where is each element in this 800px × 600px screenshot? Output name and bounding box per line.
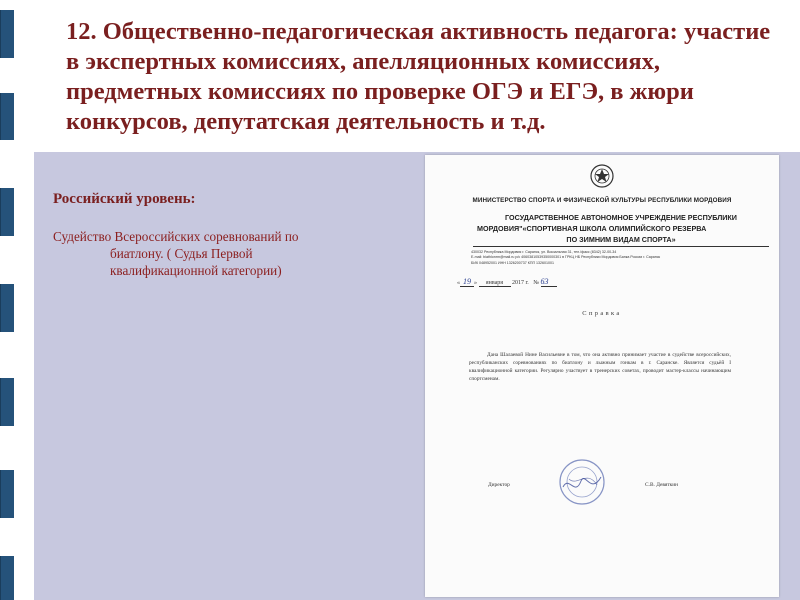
- address-line-2: E-mail: biathlonrm@mail.ru р/с 40603810539350000301 в ГРКЦ НБ Республики Мордовия Банка России г. Саранск: [471, 255, 661, 260]
- org-line-3: ПО ЗИМНИМ ВИДАМ СПОРТА»: [566, 235, 676, 244]
- body-paragraph: Дана Шалаевой Нине Васильевне в том, что она активно принимает участие в судействе всероссийских, республиканских соревнованиях по биатлону и лыжным гонкам в г. Саранске. Является судьёй I квалификационной категории. Регулярно участвует в тренерских советах, проводит мастер-классы начинающим спортсменам.: [469, 352, 731, 382]
- slide-title: 12. Общественно-педагогическая активность педагога: участие в экспертных комиссиях, апелляционных комиссиях, предметных комиссиях по проверке ОГЭ и ЕГЭ, в жюри конкурсов, депутатская деятельность и т.д.: [66, 18, 771, 135]
- activity-line-1: Судейство Всероссийских соревнований по: [53, 229, 299, 244]
- document-title: Справка: [582, 310, 622, 317]
- number-label: №: [533, 280, 540, 286]
- number-value: 63: [541, 277, 557, 287]
- signature-title: Директор: [488, 482, 510, 488]
- ministry-name: МИНИСТЕРСТВО СПОРТА И ФИЗИЧЕСКОЙ КУЛЬТУРЫ РЕСПУБЛИКИ МОРДОВИЯ: [472, 197, 732, 204]
- date-day: 19: [460, 277, 474, 287]
- activity-line-2: биатлону. ( Судья Первой: [110, 246, 253, 261]
- activity-description: [53, 228, 363, 279]
- emblem-icon: [589, 163, 615, 189]
- organization-address: [471, 250, 773, 266]
- organization-name: [473, 212, 769, 247]
- activity-line-3: квалификационной категории): [110, 263, 282, 278]
- org-line-2: МОРДОВИЯ"«СПОРТИВНАЯ ШКОЛА ОЛИМПИЙСКОГО РЕЗЕРВА: [477, 224, 707, 233]
- certificate-scan: [425, 155, 779, 597]
- edge-bar-3: [0, 188, 14, 236]
- date-year: 2017 г.: [512, 280, 529, 286]
- edge-bar-1: [0, 10, 14, 58]
- address-line-3: БИК 048952001 ИНН 1326200737 КПП 132601001: [471, 260, 555, 265]
- edge-bar-2: [0, 93, 14, 140]
- header-divider: [473, 246, 769, 247]
- edge-bar-6: [0, 470, 14, 518]
- edge-bar-5: [0, 378, 14, 426]
- address-line-1: 430032 Республика Мордовия г. Саранск, ул. Вокзальная 31, тел./факс (8342) 32-00-34: [471, 250, 617, 254]
- signer-name: С.В. Девяткин: [645, 482, 679, 488]
- date-number-line: « 19 » января 2017 г. № 63: [457, 277, 637, 287]
- stamp-icon: [557, 457, 607, 507]
- date-month: января: [479, 280, 511, 287]
- edge-bar-4: [0, 284, 14, 332]
- org-line-1: ГОСУДАРСТВЕННОЕ АВТОНОМНОЕ УЧРЕЖДЕНИЕ РЕСПУБЛИКИ: [505, 213, 737, 222]
- edge-bar-7: [0, 556, 14, 600]
- document-body: [469, 351, 731, 383]
- level-heading: Российский уровень:: [53, 191, 196, 207]
